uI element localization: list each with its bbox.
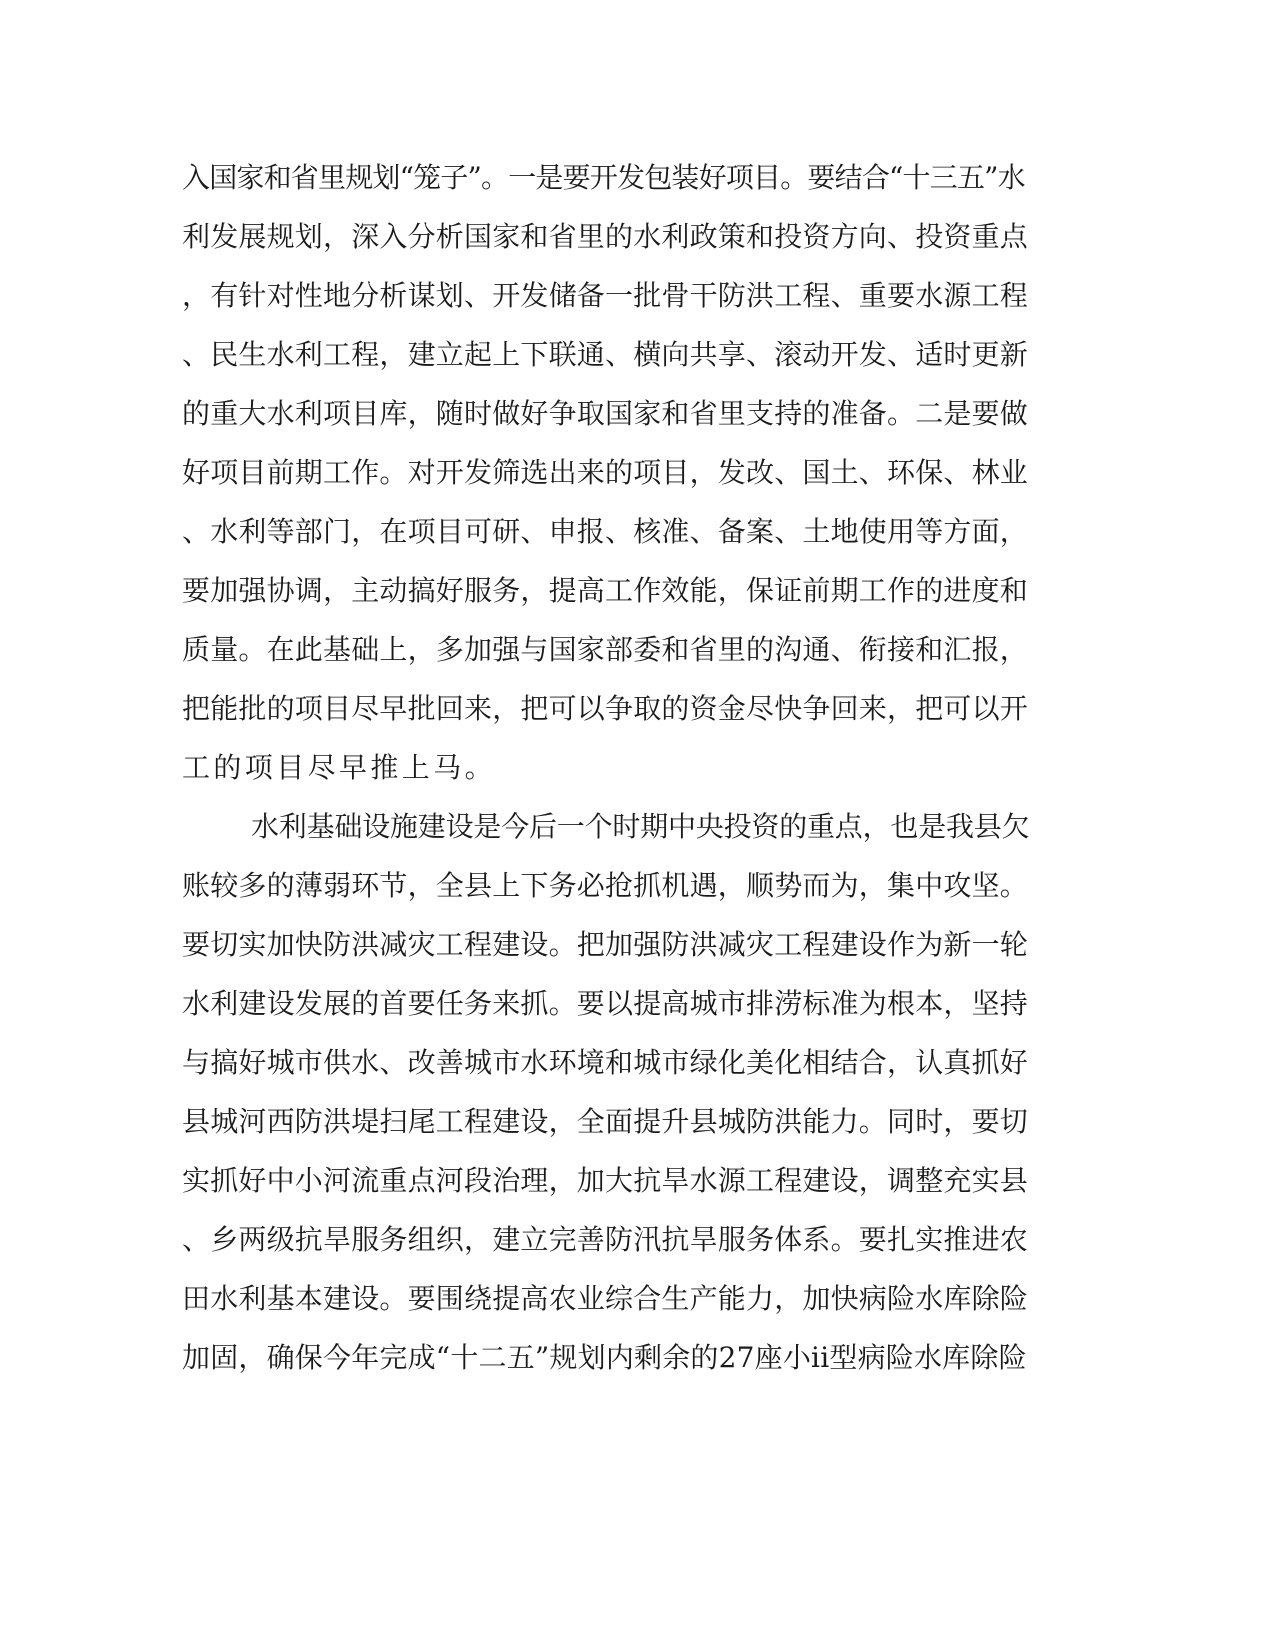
paragraph-2-line: 水利建设发展的首要任务来抓。要以提高城市排涝标准为根本，坚持 (182, 987, 1029, 1020)
paragraph-1-line: 把能批的项目尽早批回来，把可以争取的资金尽快争回来，把可以开 (182, 692, 1029, 725)
paragraph-1-line: 好项目前期工作。对开发筛选出来的项目，发改、国土、环保、林业 (182, 456, 1029, 489)
paragraph-2-first-line: 水利基础设施建设是今后一个时期中央投资的重点，也是我县欠 (251, 810, 1030, 843)
paragraph-2-line: 县城河西防洪堤扫尾工程建设，全面提升县城防洪能力。同时，要切 (182, 1105, 1029, 1138)
paragraph-1-line: ，有针对性地分析谋划、开发储备一批骨干防洪工程、重要水源工程 (182, 279, 1029, 312)
paragraph-2-line: 实抓好中小河流重点河段治理，加大抗旱水源工程建设，调整充实县 (182, 1164, 1029, 1197)
paragraph-1-line: 的重大水利项目库，随时做好争取国家和省里支持的准备。二是要做 (182, 397, 1029, 430)
paragraph-1-line: 要加强协调，主动搞好服务，提高工作效能，保证前期工作的进度和 (182, 574, 1029, 607)
paragraph-2-line: 与搞好城市供水、改善城市水环境和城市绿化美化相结合，认真抓好 (182, 1046, 1029, 1079)
paragraph-1-line: 质量。在此基础上，多加强与国家部委和省里的沟通、衔接和汇报， (182, 633, 1029, 666)
paragraph-1-line: 入国家和省里规划“笼子”。一是要开发包装好项目。要结合“十三五”水 (182, 161, 1025, 194)
paragraph-2-line: 要切实加快防洪减灾工程建设。把加强防洪减灾工程建设作为新一轮 (182, 928, 1029, 961)
paragraph-1-line: 、水利等部门，在项目可研、申报、核准、备案、土地使用等方面， (182, 515, 1029, 548)
paragraph-1-line: 利发展规划，深入分析国家和省里的水利政策和投资方向、投资重点 (182, 220, 1029, 253)
paragraph-2-line: 田水利基本建设。要围绕提高农业综合生产能力，加快病险水库除险 (182, 1282, 1029, 1315)
paragraph-2-line: 加固，确保今年完成“十二五”规划内剩余的27座小ii型病险水库除险 (182, 1341, 1027, 1374)
paragraph-2-line: 、乡两级抗旱服务组织，建立完善防汛抗旱服务体系。要扎实推进农 (182, 1223, 1029, 1256)
paragraph-1-line: 工的项目尽早推上马。 (182, 751, 497, 784)
paragraph-2-line: 账较多的薄弱环节，全县上下务必抢抓机遇，顺势而为，集中攻坚。 (182, 869, 1029, 902)
paragraph-1-line: 、民生水利工程，建立起上下联通、横向共享、滚动开发、适时更新 (182, 338, 1029, 371)
